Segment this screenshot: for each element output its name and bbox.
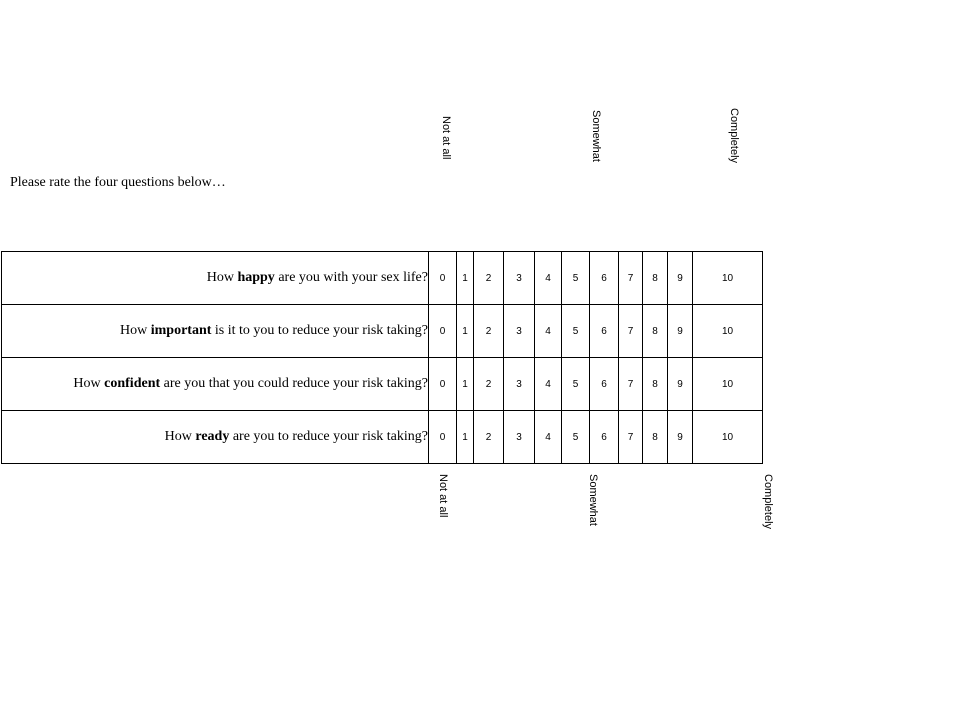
rating-option[interactable]: 9 — [668, 358, 693, 411]
scale-bottom-completely-label: Completely — [762, 474, 774, 530]
question-keyword: important — [150, 323, 212, 338]
rating-option[interactable]: 8 — [643, 411, 668, 464]
rating-option[interactable]: 9 — [668, 411, 693, 464]
rating-option[interactable]: 2 — [474, 358, 504, 411]
rating-option[interactable]: 7 — [619, 358, 643, 411]
rating-option[interactable]: 3 — [504, 358, 535, 411]
rating-option[interactable]: 8 — [643, 305, 668, 358]
rating-option[interactable]: 6 — [590, 411, 619, 464]
rating-option[interactable]: 10 — [693, 358, 763, 411]
rating-option[interactable]: 5 — [562, 305, 590, 358]
rating-option[interactable]: 7 — [619, 252, 643, 305]
rating-table-body — [2, 252, 763, 464]
rating-option[interactable]: 0 — [429, 358, 457, 411]
rating-table — [1, 251, 763, 464]
rating-option[interactable]: 2 — [474, 411, 504, 464]
question-text-post: are you that you could reduce your risk taking? — [160, 376, 428, 391]
scale-top-somewhat-label: Somewhat — [590, 110, 602, 162]
rating-option[interactable]: 6 — [590, 305, 619, 358]
rating-option[interactable]: 6 — [590, 252, 619, 305]
rating-option[interactable]: 5 — [562, 252, 590, 305]
scale-top-not-at-all-label: Not at all — [440, 116, 452, 160]
rating-option[interactable]: 1 — [457, 411, 474, 464]
rating-option[interactable]: 4 — [535, 411, 562, 464]
question-row — [2, 411, 763, 464]
rating-option[interactable]: 10 — [693, 252, 763, 305]
scale-bottom-somewhat-label: Somewhat — [587, 474, 599, 526]
instructions-text: Please rate the four questions below… — [10, 175, 226, 190]
question-text-pre: How — [206, 270, 238, 285]
rating-option[interactable]: 9 — [668, 305, 693, 358]
question-row — [2, 358, 763, 411]
question-row — [2, 305, 763, 358]
question-text — [2, 358, 429, 411]
rating-option[interactable]: 8 — [643, 358, 668, 411]
rating-option[interactable]: 4 — [535, 252, 562, 305]
rating-option[interactable]: 1 — [457, 252, 474, 305]
rating-option[interactable]: 7 — [619, 411, 643, 464]
rating-option[interactable]: 5 — [562, 358, 590, 411]
question-row — [2, 252, 763, 305]
question-text-post: are you with your sex life? — [274, 270, 428, 285]
rating-option[interactable]: 10 — [693, 411, 763, 464]
question-text-pre: How — [120, 323, 151, 338]
rating-option[interactable]: 1 — [457, 305, 474, 358]
rating-option[interactable]: 1 — [457, 358, 474, 411]
question-text-post: is it to you to reduce your risk taking? — [211, 323, 428, 338]
rating-option[interactable]: 5 — [562, 411, 590, 464]
rating-option[interactable]: 2 — [474, 252, 504, 305]
rating-option[interactable]: 10 — [693, 305, 763, 358]
rating-option[interactable]: 8 — [643, 252, 668, 305]
rating-option[interactable]: 2 — [474, 305, 504, 358]
question-text-pre: How — [164, 429, 196, 444]
scale-bottom-not-at-all-label: Not at all — [437, 474, 449, 518]
rating-option[interactable]: 7 — [619, 305, 643, 358]
rating-option[interactable]: 0 — [429, 252, 457, 305]
rating-option[interactable]: 4 — [535, 358, 562, 411]
question-text — [2, 411, 429, 464]
question-keyword: ready — [195, 429, 230, 444]
rating-option[interactable]: 4 — [535, 305, 562, 358]
question-text-pre: How — [73, 376, 105, 391]
rating-option[interactable]: 3 — [504, 411, 535, 464]
rating-option[interactable]: 3 — [504, 305, 535, 358]
rating-option[interactable]: 9 — [668, 252, 693, 305]
question-text — [2, 252, 429, 305]
rating-option[interactable]: 0 — [429, 411, 457, 464]
rating-option[interactable]: 0 — [429, 305, 457, 358]
question-text-post: are you to reduce your risk taking? — [229, 429, 428, 444]
scale-top-completely-label: Completely — [728, 108, 740, 164]
question-keyword: confident — [104, 376, 161, 391]
question-text — [2, 305, 429, 358]
question-keyword: happy — [237, 270, 275, 285]
rating-option[interactable]: 3 — [504, 252, 535, 305]
rating-option[interactable]: 6 — [590, 358, 619, 411]
